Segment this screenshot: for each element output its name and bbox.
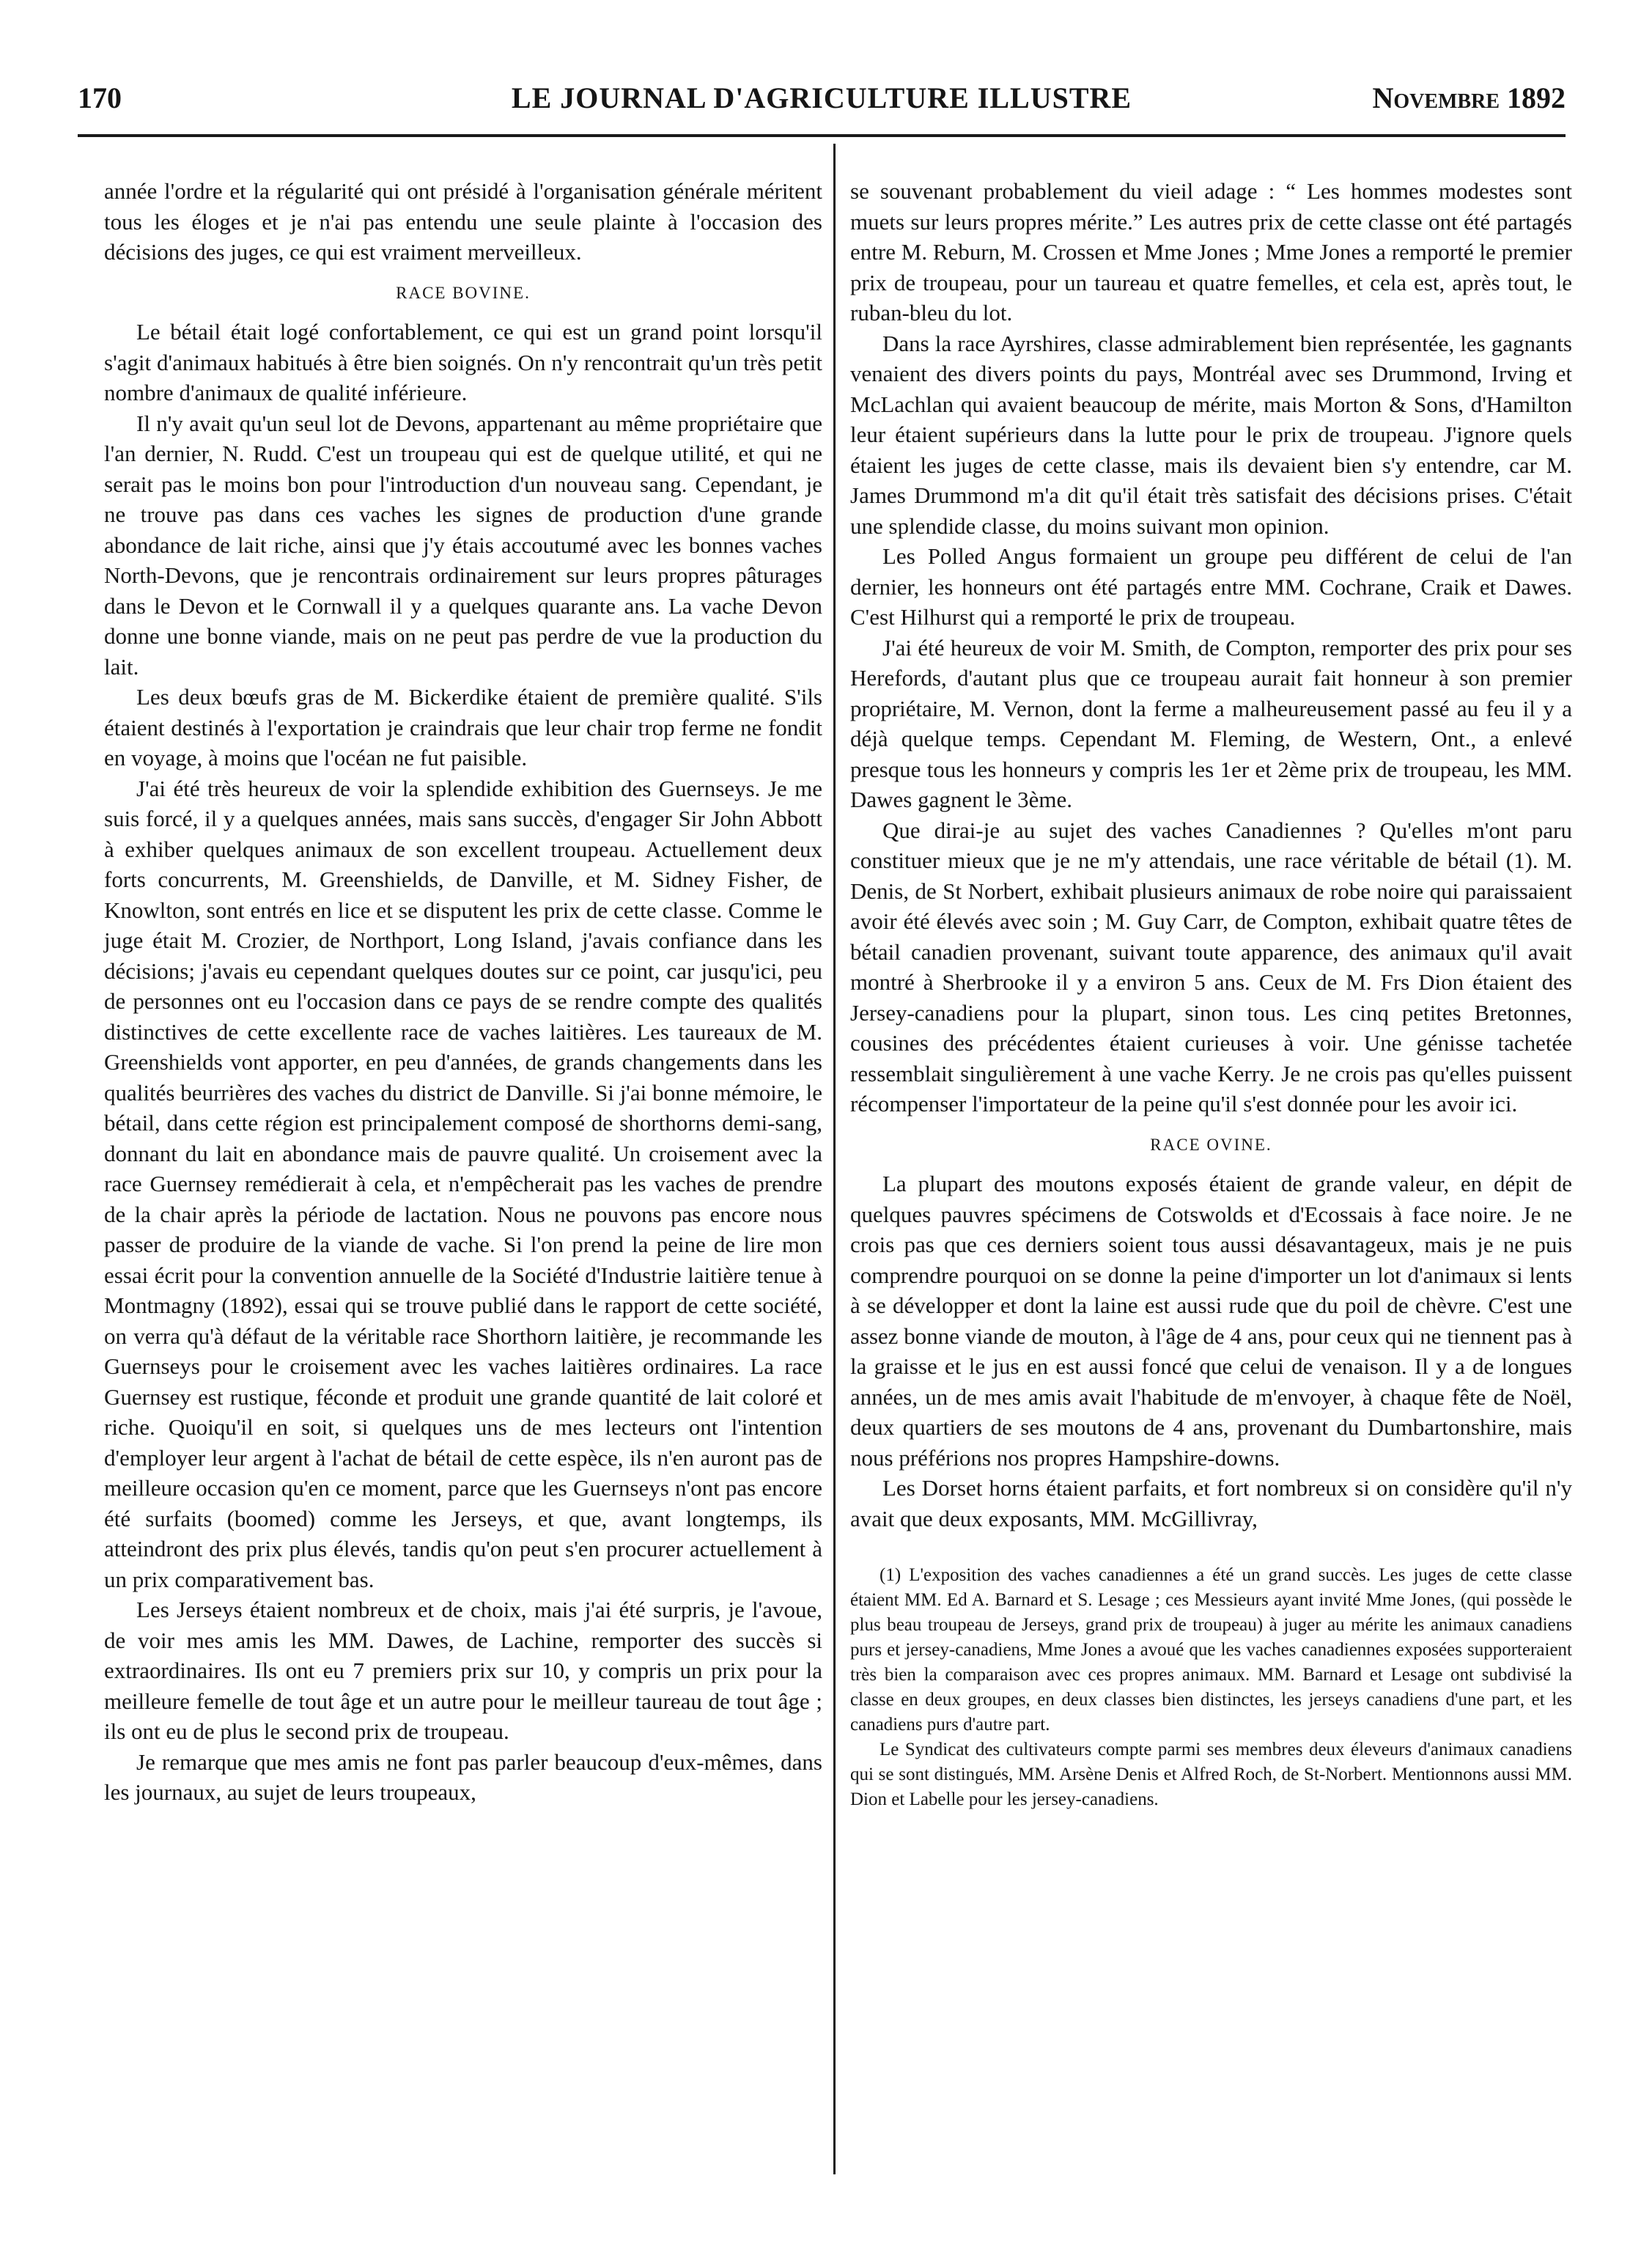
page-number: 170 xyxy=(78,81,122,114)
column-divider xyxy=(833,144,836,2174)
paragraph: Je remarque que mes amis ne font pas parler beaucoup d'eux-mêmes, dans les journaux, au sujet de leurs troupeaux, xyxy=(104,1748,822,1805)
paragraph: se souvenant probablement du vieil adage : “ Les hommes modestes sont muets sur leurs propres mérite.” Les autres prix de cette classe ont été partagés entre M. Reburn, M. Crossen et Mme Jones ; Mme Jones a remporté le premier prix de troupeau, pour un taureau et quatre femelles, et cela est, après tout, le ruban-bleu du lot. xyxy=(850,178,1572,325)
footnote: (1) L'exposition des vaches canadiennes a été un grand succès. Les juges de cette classe étaient MM. Ed A. Barnard et S. Lesage ; ces Messieurs ayant invité Mme Jones, (qui possède le plus beau troupeau de Jerseys, grand prix de troupeau) à juger au mérite les animaux canadiens purs et jersey-canadiens, Mme Jones a avoué que les vaches canadiennes exposées supporteraient très bien la comparaison avec ces propres animaux. MM. Barnard et Lesage ont subdivisé la classe en deux groupes, en deux classes bien distinctes, les jerseys canadiens d'une part, et les canadiens purs d'autre part. xyxy=(850,1565,1572,1735)
paragraph: La plupart des moutons exposés étaient de grande valeur, en dépit de quelques pauvres spécimens de Cotswolds et d'Ecossais à face noire. Je ne crois pas que ces derniers soient tous aussi désavantageux, mais je ne puis comprendre pourquoi on se donne la peine d'importer un lot d'animaux si lents à se développer et dont la laine est aussi rude que du poil de chèvre. C'est une assez bonne viande de mouton, à l'âge de 4 ans, pour ceux qui ne tiennent pas à la graisse et le jus en est aussi foncé que celui de venaison. Il y a de longues années, un de mes amis avait l'habitude de m'envoyer, à chaque fête de Noël, deux quartiers de ses moutons de 4 ans, provenant du Dumbartonshire, mais nous préférions nos propres Hampshire-downs. xyxy=(850,1171,1572,1471)
left-column xyxy=(104,176,822,1808)
journal-title: LE JOURNAL D'AGRICULTURE ILLUSTRE xyxy=(511,81,1132,114)
paragraph: Le bétail était logé confortablement, ce qui est un grand point lorsqu'il s'agit d'animaux habitués à être bien soignés. On n'y rencontrait qu'un très petit nombre d'animaux de qualité inférieure. xyxy=(104,319,822,405)
issue-date: Novembre 1892 xyxy=(1372,81,1566,114)
header-rule xyxy=(78,134,1566,137)
section-heading-race-bovine: RACE BOVINE. xyxy=(396,283,531,302)
paragraph: année l'ordre et la régularité qui ont présidé à l'organisation générale méritent tous les éloges et je n'ai pas entendu une seule plainte à l'occasion des décisions des juges, ce qui est vraiment merveilleux. xyxy=(104,178,822,265)
paragraph: Les Dorset horns étaient parfaits, et fort nombreux si on considère qu'il n'y avait que deux exposants, MM. McGillivray, xyxy=(850,1475,1572,1531)
paragraph: Dans la race Ayrshires, classe admirablement bien représentée, les gagnants venaient des divers points du pays, Montréal avec ses Drummond, Irving et McLachlan qui avaient beaucoup de mérite, mais Morton & Sons, d'Hamilton leur étaient supérieurs dans la lutte pour le prix de troupeau. J'ignore quels étaient les juges de cette classe, mais ils devaient bien s'y entendre, car M. James Drummond m'a dit qu'il était très satisfait des décisions prises. C'était une splendide classe, du moins suivant mon opinion. xyxy=(850,330,1572,539)
paragraph: Que dirai-je au sujet des vaches Canadiennes ? Qu'elles m'ont paru constituer mieux que je ne m'y attendais, une race véritable de bétail (1). M. Denis, de St Norbert, exhibait plusieurs animaux de robe noire qui paraissaient avoir été élevés avec soin ; M. Guy Carr, de Compton, exhibait quatre têtes de bétail canadien provenant, suivant toute apparence, des animaux qu'il avait montré à Sherbrooke il y a environ 5 ans. Ceux de M. Frs Dion étaient des Jersey-canadiens pour la plupart, sinon tous. Les cinq petites Bretonnes, cousines des précédentes étaient curieuses à voir. Une génisse tachetée ressemblait singulièrement à une vache Kerry. Je ne crois pas qu'elles puissent récompenser l'importateur de la peine qu'il s'est donnée pour les avoir ici. xyxy=(850,817,1572,1117)
paragraph: J'ai été heureux de voir M. Smith, de Compton, remporter des prix pour ses Herefords, d'autant plus que ce troupeau aurait fait honneur à son premier propriétaire, M. Vernon, dont la ferme a malheureusement passé au feu il y a déjà quelque temps. Cependant M. Fleming, de Western, Ont., a enlevé presque tous les honneurs y compris les 1er et 2ème prix de troupeau, les MM. Dawes gagnent le 3ème. xyxy=(850,634,1572,812)
section-heading-race-ovine: RACE OVINE. xyxy=(1150,1135,1272,1154)
page-header xyxy=(78,81,1566,125)
paragraph: Il n'y avait qu'un seul lot de Devons, appartenant au même propriétaire que l'an dernier, N. Rudd. C'est un troupeau qui est de quelque utilité, et qui ne serait pas le moins bon pour l'introduction d'un nouveau sang. Cependant, je ne trouve pas dans ces vaches les signes de production d'une grande abondance de lait riche, ainsi que j'y étais accoutumé avec les bonnes vaches North-Devons, que je rencontrais ordinairement sur leurs propres pâturages dans le Devon et le Cornwall il y a quelques quarante ans. La vache Devon donne une bonne viande, mais on ne peut pas perdre de vue la production du lait. xyxy=(104,410,822,680)
footnote: Le Syndicat des cultivateurs compte parmi ses membres deux éleveurs d'animaux canadiens qui se sont distingués, MM. Arsène Denis et Alfred Roch, de St-Norbert. Mentionnons aussi MM. Dion et Labelle pour les jersey-canadiens. xyxy=(850,1740,1572,1809)
paragraph: Les deux bœufs gras de M. Bickerdike étaient de première qualité. S'ils étaient destinés à l'exportation je craindrais que leur chair trop ferme ne fondit en voyage, à moins que l'océan ne fut paisible. xyxy=(104,684,822,770)
paragraph: Les Polled Angus formaient un groupe peu différent de celui de l'an dernier, les honneurs ont été partagés entre MM. Cochrane, Craik et Dawes. C'est Hilhurst qui a remporté le prix de troupeau. xyxy=(850,543,1572,630)
paragraph: J'ai été très heureux de voir la splendide exhibition des Guernseys. Je me suis forcé, il y a quelques années, mais sans succès, d'engager Sir John Abbott à exhiber quelques animaux de son excellent troupeau. Actuellement deux forts concurrents, M. Greenshields, de Danville, et M. Sidney Fisher, de Knowlton, sont entrés en lice et se disputent les prix de cette classe. Comme le juge était M. Crozier, de Northport, Long Island, j'avais confiance dans les décisions; j'avais eu cependant quelques doutes sur ce point, car jusqu'ici, peu de personnes ont eu l'occasion dans ce pays de se rendre compte des qualités distinctives de cette excellente race de vaches laitières. Les taureaux de M. Greenshields vont apporter, en peu d'années, de grands changements dans les qualités beurrières des vaches du district de Danville. Si j'ai bonne mémoire, le bétail, dans cette région est principalement composé de shorthorns demi-sang, donnant du lait en abondance mais de pauvre qualité. Un croisement avec la race Guernsey remédierait à cela, et n'empêcherait pas les vaches de prendre de la chair après la période de lactation. Nous ne pouvons pas encore nous passer de produire de la viande de vache. Si l'on prend la peine de lire mon essai écrit pour la convention annuelle de la Société d'Industrie laitière tenue à Montmagny (1892), essai qui se trouve publié dans le rapport de cette société, on verra qu'à défaut de la véritable race Shorthorn laitière, je recommande les Guernseys pour le croisement avec les vaches laitières ordinaires. La race Guernsey est rustique, féconde et produit une grande quantité de lait coloré et riche. Quoiqu'il en soit, si quelques uns de mes lecteurs ont l'intention d'employer leur argent à l'achat de bétail de cette espèce, ils n'en auront pas de meilleure occasion qu'en ce moment, parce que les Guernseys n'ont pas encore été surfaits (boomed) comme les Jerseys, et que, avant longtemps, ils atteindront des prix plus élevés, tandis qu'on peut s'en procurer actuellement à un prix comparativement bas. xyxy=(104,775,822,1592)
footnotes xyxy=(850,1563,1572,1812)
right-column xyxy=(850,176,1572,1812)
paragraph: Les Jerseys étaient nombreux et de choix, mais j'ai été surpris, je l'avoue, de voir mes amis les MM. Dawes, de Lachine, remporter des succès si extraordinaires. Ils ont eu 7 premiers prix sur 10, y compris un prix pour la meilleure femelle de tout âge et un autre pour le meilleur taureau de tout âge ; ils ont eu de plus le second prix de troupeau. xyxy=(104,1597,822,1744)
